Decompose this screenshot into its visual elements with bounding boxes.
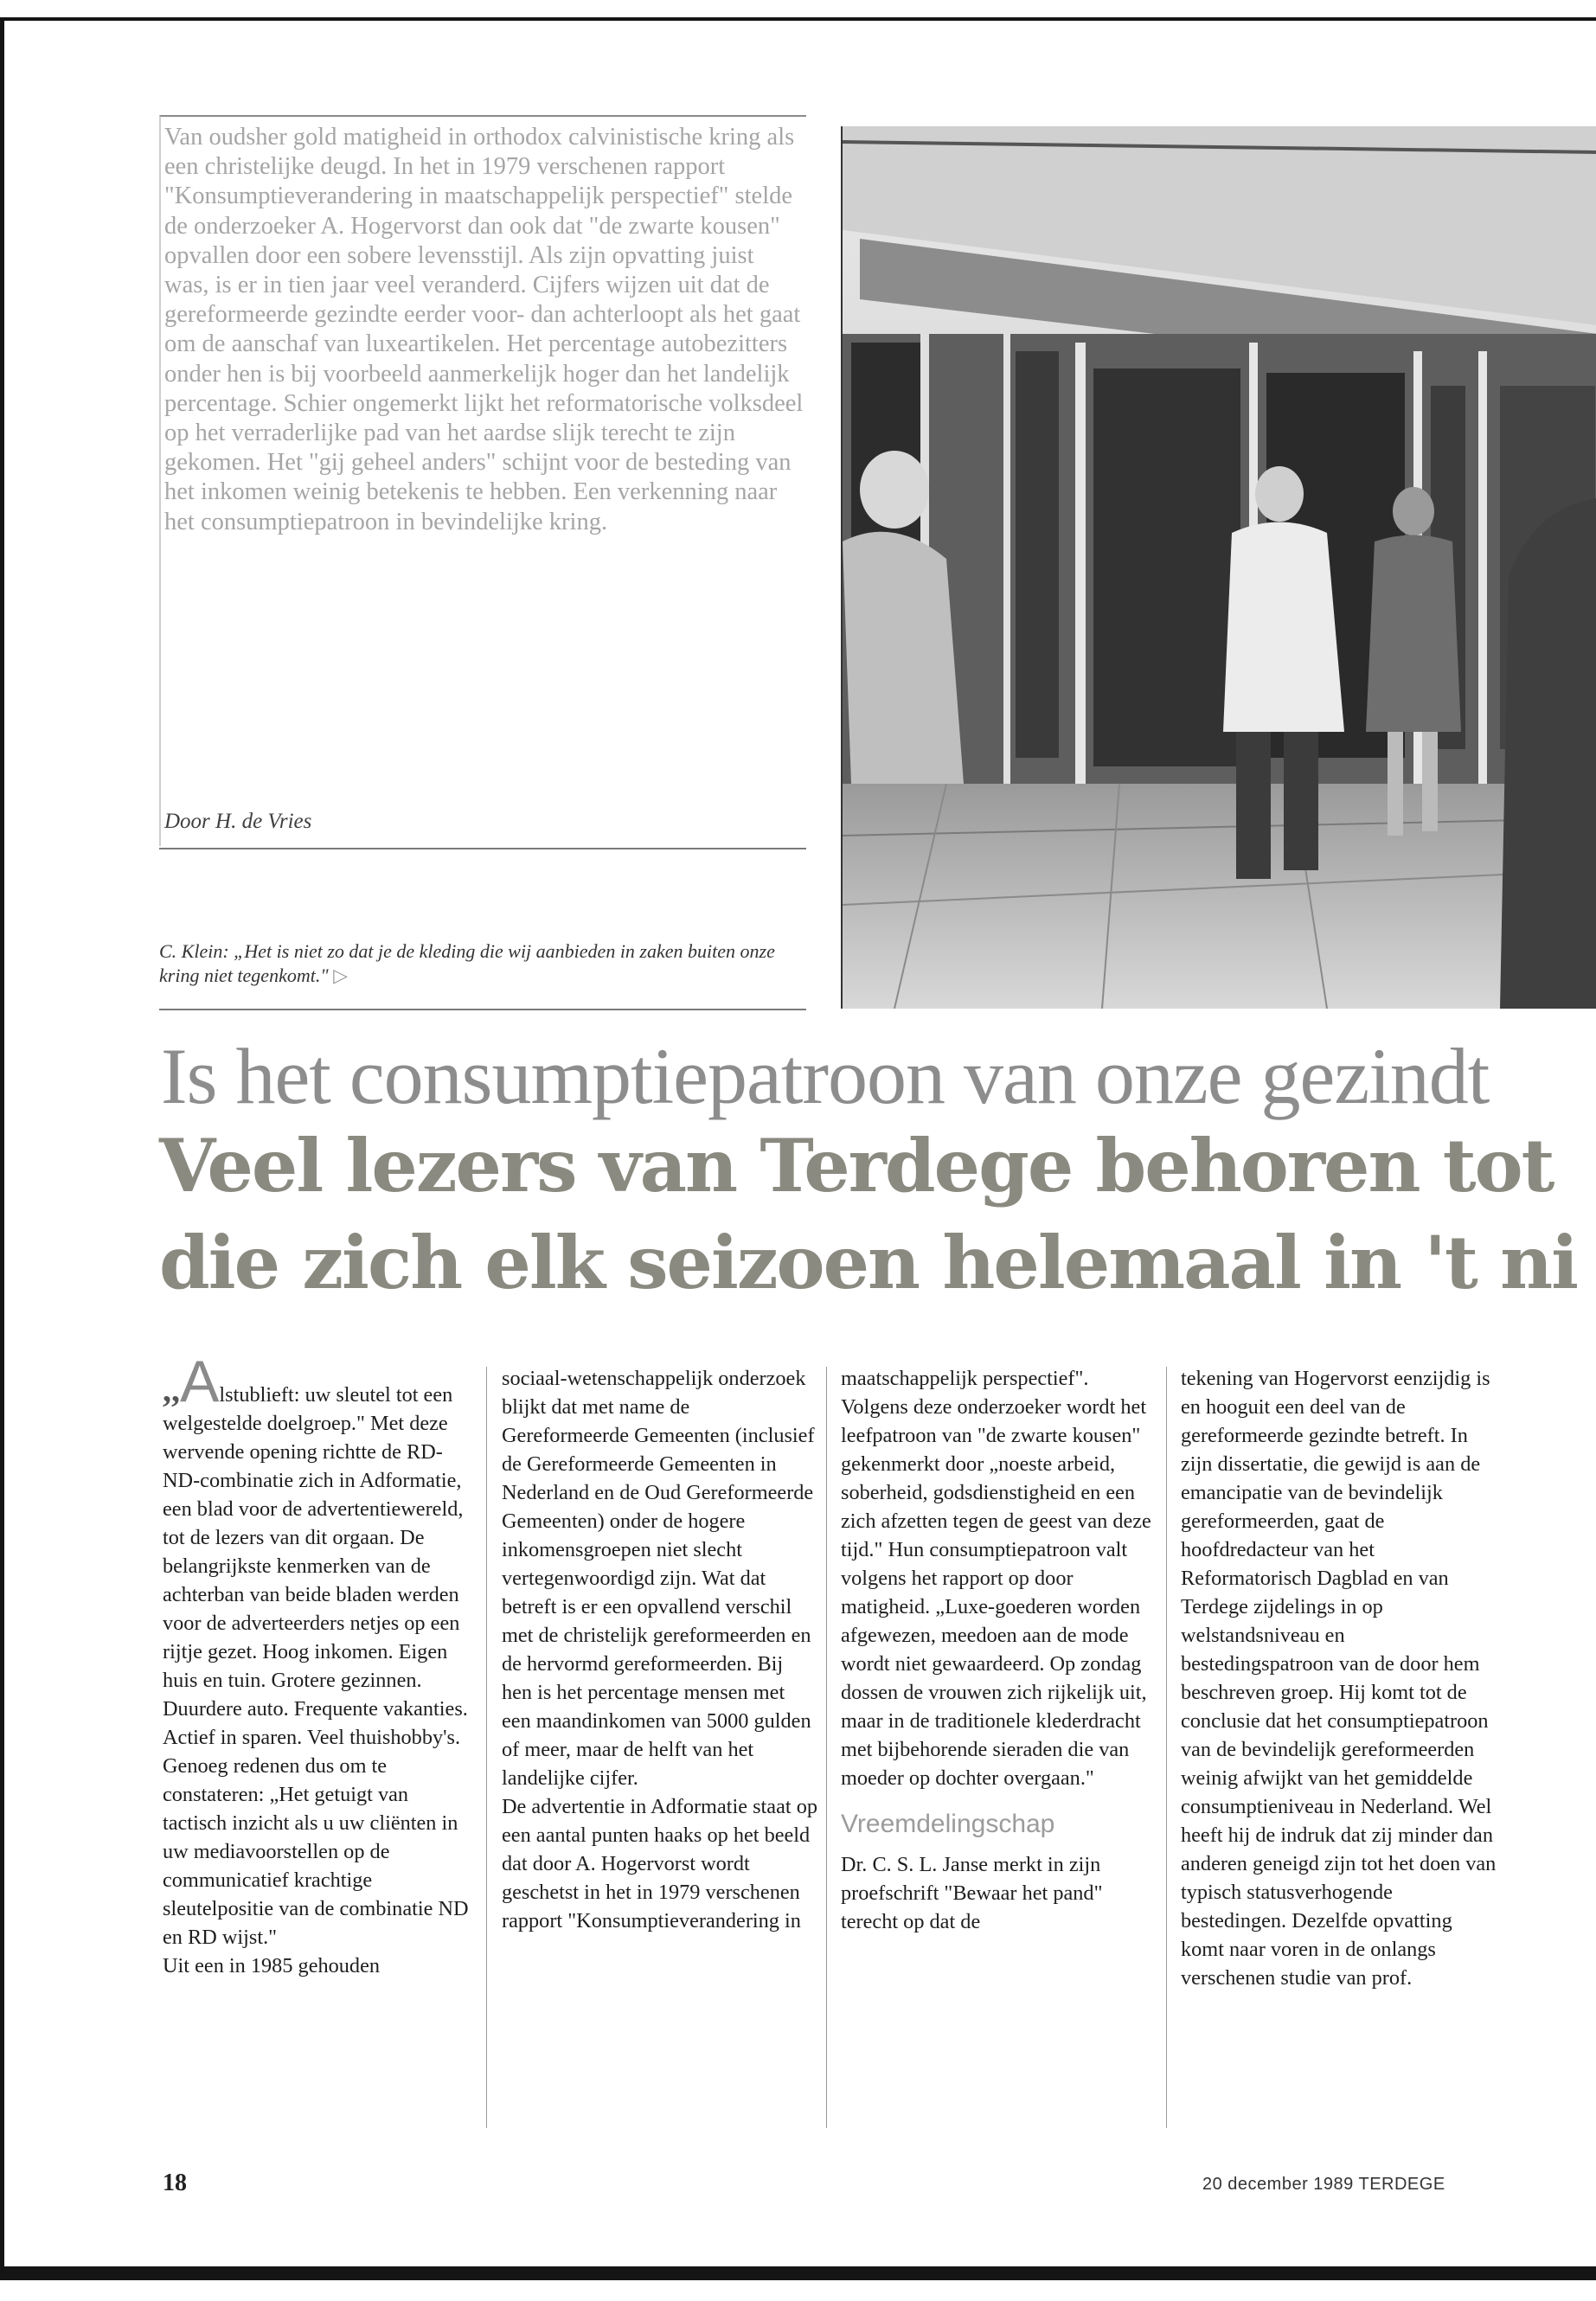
column-divider-3: [1166, 1367, 1167, 2128]
photo-illustration: [843, 126, 1596, 1009]
caption-arrow-icon: ▷: [333, 965, 348, 986]
article-column-4: [1181, 1364, 1497, 1992]
article-column-2: [502, 1364, 817, 1935]
caption-rule: [159, 1009, 806, 1010]
page-frame-top: [0, 17, 1596, 21]
page-number: 18: [163, 2170, 187, 2196]
headline-line-3: die zich elk seizoen helemaal in 't ni: [159, 1220, 1578, 1305]
intro-rule: [159, 848, 806, 849]
intro-text: Van oudsher gold matigheid in orthodox calvinistische kring als een christelijke deugd. In het in 1979 verschenen rapport "Konsumptieverandering in maatschappelijk perspectief" stelde de onderzoeker A. Hogervorst dan ook dat "de zwarte kousen" opvallen door een sobere levensstijl. Als zijn opvatting juist was, is er in tien jaar veel veranderd. Cijfers wijzen uit dat de gereformeerde gezindte eerder voor- dan achterloopt als het gaat om de aanschaf van luxeartikelen. Het percentage autobezitters onder hen is bij voorbeeld aanmerkelijk hoger dan het landelijk percentage. Schier ongemerkt lijkt het reformatorische volksdeel op het verraderlijke pad van het aardse slijk terecht te zijn gekomen. Het "gij geheel anders" schijnt voor de besteding van het inkomen weinig betekenis te hebben. Een verkenning naar het consumptiepatroon in bevindelijke kring.: [164, 124, 804, 535]
column-2-text: sociaal-wetenschappelijk onderzoek blijkt dat met name de Gereformeerde Gemeenten (inclusief de Gereformeerde Gemeenten in Nederland en de Oud Gereformeerde Gemeenten) onder de hogere inkomensgroepen niet slecht vertegenwoordigd zijn. Wat dat betreft is er een opvallend verschil met de christelijk gereformeerden en de hervormd gereformeerden. Bij hen is het percentage mensen met een maandinkomen van 5000 gulden of meer, maar de helft van het landelijke cijfer.: [502, 1367, 815, 1790]
page-frame-left: [0, 17, 4, 2266]
dropcap-quote: ,,: [163, 1370, 180, 1409]
column-2-continuation: De advertentie in Adformatie staat op een aantal punten haaks op het beeld dat door A. Hogervorst wordt geschetst in het in 1979 verschenen rapport "Konsumptieverandering in: [502, 1795, 817, 1932]
article-column-1: [163, 1349, 470, 1980]
headline-line-1: Is het consumptiepatroon van onze gezindt: [161, 1032, 1490, 1120]
caption-text: C. Klein: „Het is niet zo dat je de kleding die wij aanbieden in zaken buiten onze kring niet tegenkomt.": [159, 940, 775, 986]
page-frame-bottom: [0, 2266, 1596, 2280]
column-4-text: tekening van Hogervorst eenzijdig is en hooguit een deel van de gereformeerde gezindte betreft. In zijn dissertatie, die gewijd is aan de emancipatie van de bevindelijk gereformeerden, gaat de hoofdredacteur van het Reformatorisch Dagblad en van Terdege zijdelings in op welstandsniveau en bestedingspatroon van de door hem beschreven groep. Hij komt tot de conclusie dat het consumptiepatroon van de bevindelijk gereformeerden weinig afwijkt van het gemiddelde consumptieniveau in Nederland. Wel heeft hij de indruk dat zij minder dan anderen geneigd zijn tot het doen van typisch statusverhogende bestedingen. Dezelfde opvatting komt naar voren in de onlangs verschenen studie van prof.: [1181, 1367, 1497, 1990]
column-3-continuation: Dr. C. S. L. Janse merkt in zijn proefschrift "Bewaar het pand" terecht op dat de: [841, 1853, 1103, 1933]
byline: Door H. de Vries: [164, 810, 312, 833]
column-divider-2: [826, 1367, 827, 2128]
dropcap-letter: A: [180, 1349, 220, 1414]
subhead: Vreemdelingschap: [841, 1810, 1055, 1838]
column-1-text: lstublieft: uw sleutel tot een welgestelde doelgroep." Met deze wervende opening richtte de RD-ND-combinatie zich in Adformatie, een blad voor de advertentiewereld, tot de lezers van dit orgaan. De belangrijkste kenmerken van de achterban van beide bladen werden voor de adverteerders netjes op een rijtje gezet. Hoog inkomen. Eigen huis en tuin. Grotere gezinnen. Duurdere auto. Frequente vakanties. Actief in sparen. Veel thuishobby's. Genoeg redenen dus om te constateren: „Het getuigt van tactisch inzicht als u uw cliënten in uw mediavoorstellen op de communicatief krachtige sleutelpositie van de combinatie ND en RD wijst.": [163, 1383, 469, 1949]
photo-shop-entrance: [841, 126, 1596, 1009]
column-divider-1: [486, 1367, 487, 2128]
headline-line-2: Veel lezers van Terdege behoren tot: [159, 1123, 1554, 1208]
issue-info: 20 december 1989 TERDEGE: [1202, 2175, 1445, 2194]
column-3-text: maatschappelijk perspectief". Volgens deze onderzoeker wordt het leefpatroon van "de zwarte kousen" gekenmerkt door „noeste arbeid, soberheid, godsdienstigheid en een zich afzetten tegen de geest van deze tijd." Hun consumptiepatroon valt volgens het rapport op door matigheid. „Luxe-goederen worden afgewezen, meedoen aan de mode wordt niet gewaardeerd. Op zondag dossen de vrouwen zich rijkelijk uit, maar in de traditionele klederdracht met bijbehorende sieraden die van moeder op dochter overgaan.": [841, 1367, 1151, 1790]
column-1-continuation: Uit een in 1985 gehouden: [163, 1954, 381, 1977]
photo-caption: [159, 939, 804, 988]
article-column-3: [841, 1364, 1157, 1936]
